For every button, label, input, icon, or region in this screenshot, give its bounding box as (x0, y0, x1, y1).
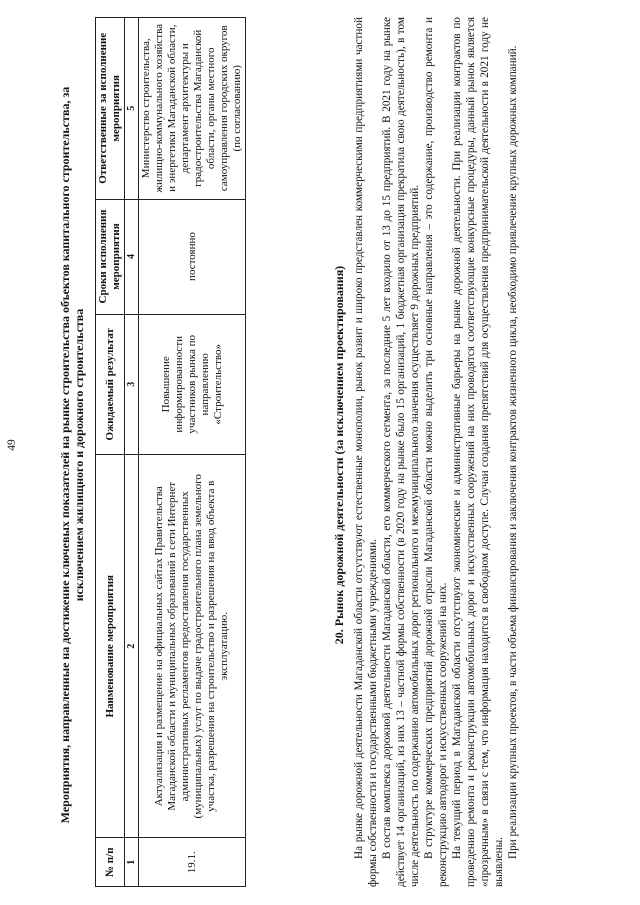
header-name: Наименование мероприятия (96, 455, 125, 838)
section-body (352, 17, 520, 887)
paragraph: На текущий период в Магаданской области отсутствуют экономические и административные барьеры на рынке дорожной деятельности. При реализации контрактов по проведению ремонта и реконструкции автомобильных дорог и искусственных сооружений на них проводятся соответствующие конкурсные процедуры, данный рынок является «прозрачным» в связи с тем, что информация находится в свободном доступе. Случаи создания препятствий для осуществления предпринимательской деятельности в 2021 году не выявлены. (451, 17, 505, 887)
paragraph: На рынке дорожной деятельности Магаданской области отсутствуют естественные монополии, рынок развит и широко представлен коммерческими предприятиями частной формы собственности и государственными бюджетными учреждениями. (353, 17, 379, 887)
column-number: 3 (125, 314, 139, 455)
column-number: 4 (125, 199, 139, 314)
header-term: Сроки исполнения мероприятия (96, 199, 125, 314)
page-number: 49 (6, 439, 18, 451)
expected-result: Повышение информированности участников рынка по направлению «Строительство» (139, 314, 246, 455)
paragraph: При реализации крупных проектов, в части объема финансирования и заключения контрактов жизненного цикла, необходимо привлечение крупных дорожных компаний. (507, 45, 519, 859)
measure-name: Актуализация и размещение на официальных сайтах Правительства Магаданской области и муниципальных образований в сети Интернет административных регламентов предоставления государственных (муниципальных) услуг по выдаче градостроительного плана земельного участка, разрешения на строительство и разрешения на ввод объекта в эксплуатацию. (139, 455, 246, 838)
section-title: 20. Рынок дорожной деятельности (за исключением проектирования) (332, 265, 346, 645)
paragraph: В структуре коммерческих предприятий дорожной отрасли Магаданской области можно выделить три основные направления – это содержание, производство ремонта и реконструкцию автодорог и искусственных сооружений на них. (423, 17, 449, 887)
column-number: 2 (125, 455, 139, 838)
responsible-parties: Министерство строительства, жилищно-коммунального хозяйства и энергетики Магаданской области, департамент архитектуры и градостроительства Магаданской области, органы местного самоуправления городских округов (по согласованию) (139, 18, 246, 200)
header-num: № п/п (96, 838, 125, 887)
table-row (139, 18, 246, 887)
column-number: 5 (125, 18, 139, 200)
header-responsible: Ответственные за исполнение мероприятия (96, 18, 125, 200)
execution-term: постоянно (139, 199, 246, 314)
table-title: Мероприятия, направленные на достижение ключевых показателей на рынке строительства объектов капитального строительства, за исключением жилищного и дорожного строительства (58, 86, 86, 824)
paragraph: В состав комплекса дорожной деятельности Магаданской области, его коммерческого сегмента, за последние 5 лет входило от 13 до 15 предприятий. В 2021 году на рынке действует 14 организаций, из них 13 – частной формы собственности (в 2020 году на рынке было 15 организаций, 1 бюджетная организация прекратила свою деятельность), в том числе деятельность по содержанию автомобильных дорог регионального и межмуниципального значения осуществляет 9 дорожных предприятий. (381, 17, 421, 887)
column-number-row (125, 18, 139, 887)
header-result: Ожидаемый результат (96, 314, 125, 455)
column-number: 1 (125, 838, 139, 887)
table-header-row (96, 18, 125, 887)
measures-table (95, 17, 246, 887)
row-number: 19.1. (139, 838, 246, 887)
